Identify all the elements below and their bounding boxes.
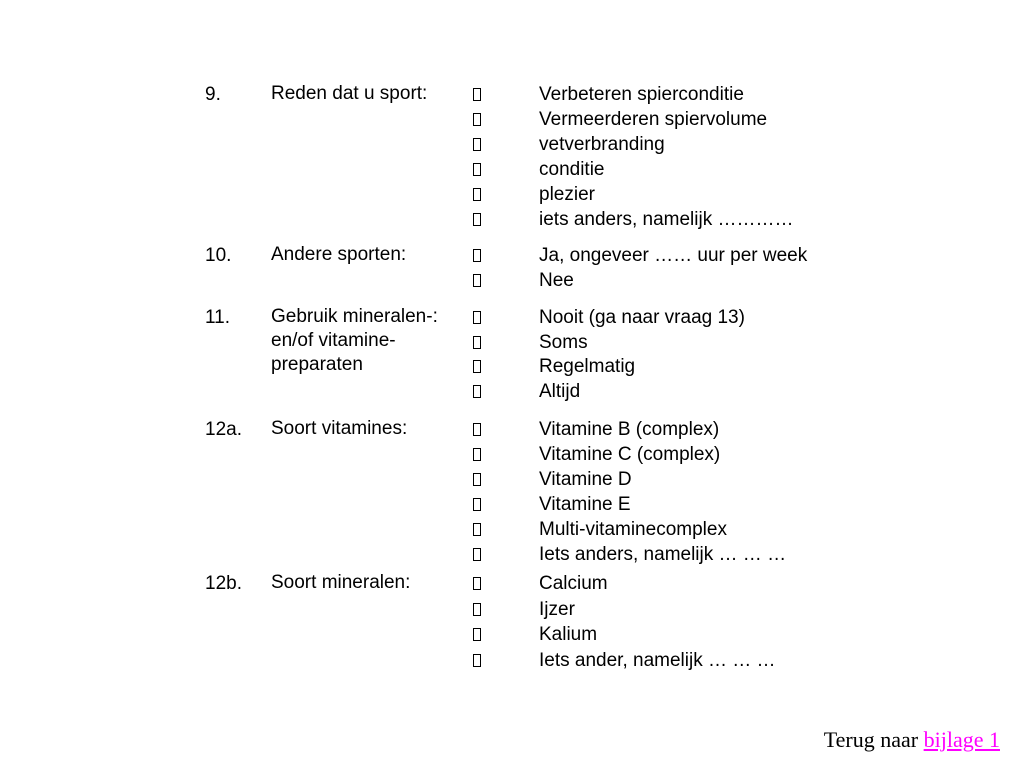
answer-option-label: Ijzer xyxy=(539,598,575,620)
checkbox-icon[interactable] xyxy=(473,88,481,101)
answer-option-label: Kalium xyxy=(539,624,598,645)
answer-option-label: Calcium xyxy=(539,573,608,594)
answer-option[interactable] xyxy=(0,517,1024,542)
answer-option-label: Altijd xyxy=(539,380,581,402)
question-number: 9. xyxy=(205,84,221,105)
checkbox-icon[interactable] xyxy=(473,188,481,201)
question-label-line: Soort mineralen: xyxy=(271,572,411,593)
answer-option[interactable] xyxy=(0,354,1024,379)
question-number: 10. xyxy=(205,245,232,266)
question-10 xyxy=(0,243,1024,297)
answer-option-label: Vitamine C (complex) xyxy=(539,444,721,465)
answer-option[interactable] xyxy=(0,379,1024,404)
checkbox-icon[interactable] xyxy=(473,423,481,436)
question-12a xyxy=(0,417,1024,571)
answer-option[interactable] xyxy=(0,132,1024,157)
checkbox-icon[interactable] xyxy=(473,213,481,226)
checkbox-icon[interactable] xyxy=(473,163,481,176)
answer-option[interactable] xyxy=(0,157,1024,182)
answer-option[interactable] xyxy=(0,648,1024,673)
question-9 xyxy=(0,82,1024,236)
checkbox-icon[interactable] xyxy=(473,523,481,536)
checkbox-icon[interactable] xyxy=(473,249,481,262)
footer-prefix-text: Terug naar xyxy=(823,727,919,752)
answer-option-label: Soms xyxy=(539,331,588,353)
answer-option-label: Vermeerderen spiervolume xyxy=(539,109,768,130)
question-label-line: Andere sporten: xyxy=(271,244,407,265)
answer-option-label: Iets ander, namelijk … … … xyxy=(539,649,776,671)
answer-option-label: Vitamine B (complex) xyxy=(539,419,720,440)
answer-option-label: plezier xyxy=(539,184,595,205)
answer-option-label: Ja, ongeveer …… uur per week xyxy=(539,245,808,266)
checkbox-icon[interactable] xyxy=(473,654,481,667)
answer-option-label: Iets anders, namelijk … … … xyxy=(539,544,787,565)
checkbox-icon[interactable] xyxy=(473,498,481,511)
answer-option[interactable] xyxy=(0,207,1024,232)
question-label-line: preparaten xyxy=(271,354,363,375)
question-number: 12a. xyxy=(205,419,242,440)
checkbox-icon[interactable] xyxy=(473,113,481,126)
answer-option[interactable] xyxy=(0,268,1024,293)
answer-option[interactable] xyxy=(0,597,1024,622)
answer-option-label: Nooit (ga naar vraag 13) xyxy=(539,307,745,328)
answer-option-label: Vitamine D xyxy=(539,469,632,490)
bijlage-1-link[interactable]: bijlage 1 xyxy=(923,727,1000,752)
answer-option-label: iets anders, namelijk ………… xyxy=(539,209,794,230)
answer-option[interactable] xyxy=(0,622,1024,647)
answer-option-label: Vitamine E xyxy=(539,494,631,515)
answer-option-label: vetverbranding xyxy=(539,134,665,155)
answer-option[interactable] xyxy=(0,182,1024,207)
checkbox-icon[interactable] xyxy=(473,360,481,373)
answer-option-label: Verbeteren spierconditie xyxy=(539,84,744,105)
question-label-line: Gebruik mineralen-: xyxy=(271,306,438,327)
question-label-line: Soort vitamines: xyxy=(271,418,408,439)
checkbox-icon[interactable] xyxy=(473,448,481,461)
question-number: 11. xyxy=(205,307,231,328)
question-12b xyxy=(0,571,1024,677)
checkbox-icon[interactable] xyxy=(473,274,481,287)
answer-option[interactable] xyxy=(0,467,1024,492)
answer-option[interactable] xyxy=(0,442,1024,467)
answer-option-label: Multi-vitaminecomplex xyxy=(539,519,727,540)
checkbox-icon[interactable] xyxy=(473,628,481,641)
answer-option[interactable] xyxy=(0,107,1024,132)
question-label-line: en/of vitamine- xyxy=(271,330,396,351)
answer-option[interactable] xyxy=(0,243,1024,268)
checkbox-icon[interactable] xyxy=(473,473,481,486)
question-11 xyxy=(0,305,1024,407)
answer-option[interactable] xyxy=(0,417,1024,442)
checkbox-icon[interactable] xyxy=(473,311,481,324)
answer-option-label: Regelmatig xyxy=(539,356,636,377)
answer-option[interactable] xyxy=(0,571,1024,596)
checkbox-icon[interactable] xyxy=(473,336,481,349)
answer-option[interactable] xyxy=(0,82,1024,107)
checkbox-icon[interactable] xyxy=(473,385,481,398)
answer-option-label: Nee xyxy=(539,270,574,291)
question-number: 12b. xyxy=(205,573,242,594)
answer-option[interactable] xyxy=(0,492,1024,517)
answer-option[interactable] xyxy=(0,542,1024,567)
answer-option[interactable] xyxy=(0,305,1024,330)
checkbox-icon[interactable] xyxy=(473,577,481,590)
footer-navigation xyxy=(824,726,1000,754)
answer-option[interactable] xyxy=(0,330,1024,355)
checkbox-icon[interactable] xyxy=(473,138,481,151)
checkbox-icon[interactable] xyxy=(473,548,481,561)
checkbox-icon[interactable] xyxy=(473,603,481,616)
answer-option-label: conditie xyxy=(539,159,605,180)
question-label-line: Reden dat u sport: xyxy=(271,83,428,104)
